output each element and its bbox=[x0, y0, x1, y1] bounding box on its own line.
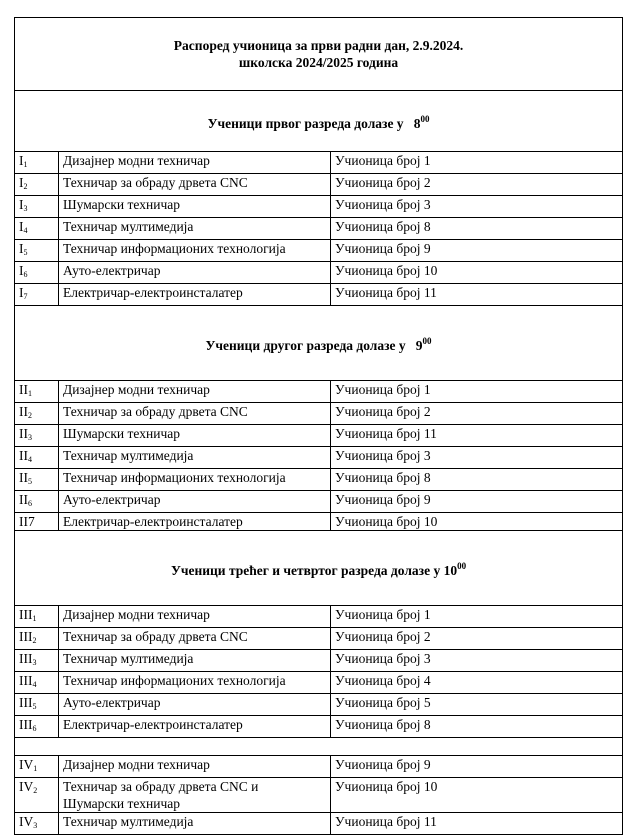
room-cell: Учионица број 11 bbox=[331, 284, 623, 306]
program-cell: Техничар за обраду дрвета CNC bbox=[59, 174, 331, 196]
table-row bbox=[15, 513, 623, 531]
room-cell: Учионица број 1 bbox=[331, 152, 623, 174]
title-line-1: Распоред учионица за први радни дан, 2.9.2024. bbox=[173, 38, 464, 53]
table-row bbox=[15, 628, 623, 650]
program-cell: Електричар-електроинсталатер bbox=[59, 513, 331, 531]
class-cell: $II_5$ bbox=[15, 469, 59, 491]
table-spacer-row bbox=[15, 738, 623, 756]
class-cell: $III_6$ bbox=[15, 716, 59, 738]
class-cell: $I_5$ bbox=[15, 240, 59, 262]
room-cell: Учионица број 10 bbox=[331, 262, 623, 284]
room-cell: Учионица број 3 bbox=[331, 447, 623, 469]
room-cell: Учионица број 1 bbox=[331, 381, 623, 403]
classroom-schedule-table bbox=[14, 17, 623, 835]
class-cell: $IV_3$ bbox=[15, 813, 59, 835]
class-cell: $III_1$ bbox=[15, 606, 59, 628]
program-cell: Техничар за обраду дрвета CNC bbox=[59, 628, 331, 650]
room-cell: Учионица број 9 bbox=[331, 240, 623, 262]
table-row bbox=[15, 447, 623, 469]
program-cell: Шумарски техничар bbox=[59, 425, 331, 447]
program-cell: Техничар мултимедија bbox=[59, 218, 331, 240]
program-cell: Дизајнер модни техничар bbox=[59, 606, 331, 628]
program-cell: Дизајнер модни техничар bbox=[59, 756, 331, 778]
class-cell: $I_3$ bbox=[15, 196, 59, 218]
class-cell: $III_3$ bbox=[15, 650, 59, 672]
program-cell: Ауто-електричар bbox=[59, 694, 331, 716]
room-cell: Учионица број 9 bbox=[331, 756, 623, 778]
program-cell: Шумарски техничар bbox=[59, 196, 331, 218]
class-cell: $III_5$ bbox=[15, 694, 59, 716]
table-row bbox=[15, 650, 623, 672]
class-cell: $I_1$ bbox=[15, 152, 59, 174]
table-row bbox=[15, 284, 623, 306]
table-row bbox=[15, 425, 623, 447]
program-cell: Техничар за обраду дрвета CNC и Шумарски техничар bbox=[59, 778, 331, 813]
room-cell: Учионица број 4 bbox=[331, 672, 623, 694]
program-cell: Дизајнер модни техничар bbox=[59, 381, 331, 403]
table-row bbox=[15, 174, 623, 196]
program-cell: Ауто-електричар bbox=[59, 262, 331, 284]
class-cell: $IV_1$ bbox=[15, 756, 59, 778]
class-cell: $III_2$ bbox=[15, 628, 59, 650]
class-cell: $I_6$ bbox=[15, 262, 59, 284]
room-cell: Учионица број 8 bbox=[331, 469, 623, 491]
table-row bbox=[15, 218, 623, 240]
section-heading-first-grade: Ученици првог разреда долазе у $8^{00}$ bbox=[15, 91, 623, 152]
table-row bbox=[15, 240, 623, 262]
room-cell: Учионица број 3 bbox=[331, 196, 623, 218]
room-cell: Учионица број 8 bbox=[331, 716, 623, 738]
room-cell: Учионица број 1 bbox=[331, 606, 623, 628]
program-cell: Техничар информационих технологија bbox=[59, 240, 331, 262]
document-title bbox=[15, 18, 623, 91]
room-cell: Учионица број 2 bbox=[331, 628, 623, 650]
room-cell: Учионица број 2 bbox=[331, 403, 623, 425]
room-cell: Учионица број 5 bbox=[331, 694, 623, 716]
section-heading-third-fourth-grade: Ученици трећег и четвртог разреда долазе у $10^{00}$ bbox=[15, 531, 623, 606]
table-row bbox=[15, 716, 623, 738]
room-cell: Учионица број 11 bbox=[331, 813, 623, 835]
class-cell: $II_1$ bbox=[15, 381, 59, 403]
program-cell: Техничар мултимедија bbox=[59, 650, 331, 672]
room-cell: Учионица број 9 bbox=[331, 491, 623, 513]
class-cell: $III_4$ bbox=[15, 672, 59, 694]
program-cell: Техничар мултимедија bbox=[59, 447, 331, 469]
table-row bbox=[15, 672, 623, 694]
class-cell: $IV_2$ bbox=[15, 778, 59, 813]
class-cell: $II_3$ bbox=[15, 425, 59, 447]
table-row bbox=[15, 262, 623, 284]
room-cell: Учионица број 2 bbox=[331, 174, 623, 196]
title-line-2: школска 2024/2025 година bbox=[238, 55, 399, 70]
table-row bbox=[15, 469, 623, 491]
section-heading-second-grade: Ученици другог разреда долазе у $9^{00}$ bbox=[15, 306, 623, 381]
class-cell: $II_6$ bbox=[15, 491, 59, 513]
table-row bbox=[15, 778, 623, 813]
class-cell: $I_2$ bbox=[15, 174, 59, 196]
program-cell: Техничар информационих технологија bbox=[59, 672, 331, 694]
room-cell: Учионица број 8 bbox=[331, 218, 623, 240]
table-row bbox=[15, 606, 623, 628]
program-cell: Техничар информационих технологија bbox=[59, 469, 331, 491]
class-cell: II7 bbox=[15, 513, 59, 531]
table-row bbox=[15, 694, 623, 716]
program-cell: Ауто-електричар bbox=[59, 491, 331, 513]
room-cell: Учионица број 3 bbox=[331, 650, 623, 672]
program-cell: Техничар за обраду дрвета CNC bbox=[59, 403, 331, 425]
table-row bbox=[15, 196, 623, 218]
class-cell: $II_2$ bbox=[15, 403, 59, 425]
room-cell: Учионица број 10 bbox=[331, 513, 623, 531]
table-row bbox=[15, 403, 623, 425]
program-cell: Техничар мултимедија bbox=[59, 813, 331, 835]
program-cell: Електричар-електроинсталатер bbox=[59, 716, 331, 738]
room-cell: Учионица број 10 bbox=[331, 778, 623, 813]
table-row bbox=[15, 491, 623, 513]
table-row bbox=[15, 756, 623, 778]
table-row bbox=[15, 152, 623, 174]
table-row bbox=[15, 813, 623, 835]
program-cell: Електричар-електроинсталатер bbox=[59, 284, 331, 306]
table-row bbox=[15, 381, 623, 403]
class-cell: $I_7$ bbox=[15, 284, 59, 306]
class-cell: $I_4$ bbox=[15, 218, 59, 240]
class-cell: $II_4$ bbox=[15, 447, 59, 469]
program-cell: Дизајнер модни техничар bbox=[59, 152, 331, 174]
room-cell: Учионица број 11 bbox=[331, 425, 623, 447]
